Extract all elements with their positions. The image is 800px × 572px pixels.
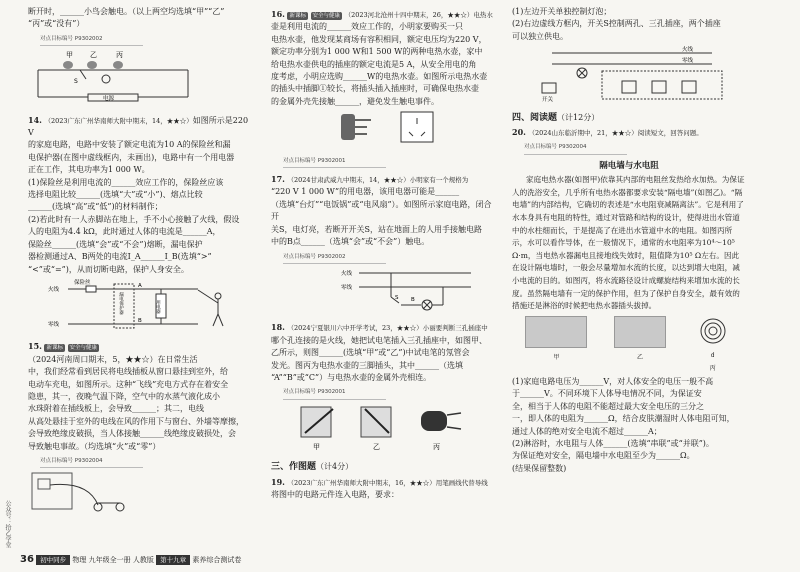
- text-line: 隐患，其一，夜晚气温下降，空气中的水蒸气液化成小: [28, 391, 220, 401]
- text-line: 额定功率分别为1 000 W和1 500 W的两种电热水壶，家中: [271, 47, 483, 57]
- text-line: (2)淋浴时，水电阻与人体______(选填“串联”或“并联”)。: [512, 439, 714, 449]
- text-line: （选填“台灯”“电饭锅”或“电风扇”）。如图所示家庭电路，闭合开: [271, 199, 492, 222]
- text-line: 的金属外壳先接触______，避免发生触电事件。: [271, 96, 439, 106]
- page-number: 36: [20, 554, 34, 565]
- text-line: 乙所示，则图______(选填“甲”或“乙”)中试电笔的氖管会: [271, 348, 470, 358]
- text-line: “A”“B”或“C”）与电热水壶的金属外壳相连。: [271, 372, 432, 382]
- neutral-wire-label: 零线: [341, 284, 353, 291]
- question-20: [512, 126, 746, 475]
- fuse-label: 保险丝: [74, 279, 91, 286]
- series-badge: 初中同步: [36, 555, 70, 565]
- text-line: “220 V 1 000 W”的用电器，该用电器可能是______: [271, 187, 460, 197]
- text-line: （2023广东广州华南师大附中期末，16，★★☆）用笔画线代替导线: [287, 478, 488, 487]
- passage-text: 家庭电热水器(如图甲)依靠其内部的电阻丝发热给水加热。为保证人的洗浴安全，几乎所有电热水器都要求安装“隔电墙”(如图乙)。“隔电墙”的内部结构，它确切的表述是“水电阻衰减隔离法”。它是利用了水本身具有电阻的特性，通过对管路和结构的设计，使得进出水管道中的水柱细而长，于是提高了在进出水管道中水的电阻。如图丙所示，水可以看作导体，在一般情况下，通常的水电阻率为10⁴～10⁵ Ω·m，当电热水器漏电且接地线失效时，阻值降为10⁵ Ω左右。因此在设计隔电墙时，一般会尽量增加水流的长度，以达到增大电阻，减小电流的目的。如图丙，将水流路径设计成螺旋结构来增加水流的长度。虽然隔电墙有一定的保护作用，但为了保护自身安全，最有效的措施还是淋浴的时候把电热水器插头拔掉。: [512, 175, 745, 311]
- tag-new-standard: 新课标: [289, 13, 306, 19]
- bird-label-a: 甲: [66, 51, 73, 60]
- photo-label: 乙: [636, 354, 643, 362]
- question-number: 19.: [271, 476, 285, 487]
- target-ref: 对点目标编号 P9302004: [40, 455, 143, 468]
- text-line: 电热水壶，他发现某商场有容积相同，额定电压均为220 V，: [271, 34, 487, 44]
- target-ref: 对点目标编号 P9302002: [40, 33, 143, 46]
- text-line: (2)若此时有一人赤脚站在地上，手不小心接触了火线，假设: [28, 214, 240, 224]
- text-line: 水珠附着在插线板上，会导致______；其二，电线: [28, 404, 204, 414]
- text-line: 从高处悬挂于室外的电线在风的作用下与窗台、外墙等摩擦，: [28, 416, 244, 426]
- text-line: (1)左边开关单独控制灯泡；: [512, 7, 612, 16]
- column-right: [512, 6, 746, 475]
- text-line: 给电热水壶供电的插座的额定电流是5 A，从安全用电的角: [271, 59, 477, 69]
- text-line: 人的电阻为4.4 kΩ，此时通过人体的电流是______A，: [28, 227, 221, 237]
- text-line: (结果保留整数): [512, 463, 567, 473]
- text-line: 保险丝______(选填“会”或“不会”)熔断，漏电保护: [28, 239, 203, 249]
- photo-wall: [614, 316, 666, 375]
- text-line: 导致触电事故。（均选填“火”或“零”）: [28, 441, 161, 451]
- point-b-label: B: [411, 296, 415, 303]
- text-line: 壶是利用电流的______效应工作的，小明家要购买一只: [271, 22, 463, 32]
- switch-label: 开关: [542, 97, 554, 104]
- target-ref: 对点目标编号 P9302002: [283, 251, 386, 264]
- plug-socket-figure: [271, 108, 471, 148]
- text-line: “<”或“=”)，从而切断电路，保护人身安全。: [28, 264, 189, 274]
- question-number: 15.: [28, 341, 42, 352]
- bird-label-c: 丙: [116, 51, 123, 60]
- text-line: 的家庭电路，电路中安装了额定电流为10 A的保险丝和漏: [28, 140, 231, 150]
- page-footer: [20, 554, 780, 568]
- text-line: 的插头中插脚①较长，将插头插入插座时，可确保电热水壶: [271, 84, 479, 94]
- device-label: 用电器: [155, 299, 161, 314]
- point-a-label: A: [138, 282, 142, 289]
- text-line: 一，即人体的电阻为______Ω，结合皮肤潮湿时人体电阻可知，: [512, 414, 735, 424]
- text-line: 可以独立供电。: [512, 31, 568, 41]
- protector-label: 漏电保护器: [118, 291, 124, 315]
- question-number: 17.: [271, 174, 285, 185]
- neutral-wire-label: 零线: [48, 321, 60, 328]
- figure-label-c: 丙: [433, 442, 440, 451]
- figure-label-b: 乙: [373, 442, 380, 451]
- wiring-figure: [512, 43, 742, 103]
- text-line: “丙”或“没有”）: [28, 19, 85, 29]
- question-15: [28, 340, 254, 517]
- text-line: 哪个孔连接的是火线，她把试电笔插入三孔插座中，如图甲、: [271, 335, 487, 345]
- text-line: 断开时，______小鸟会触电。（以上两空均选填“甲”“乙”: [28, 7, 225, 16]
- text-line: 关S，电灯亮，若断开开关S，站在地面上的人用手接触电路: [271, 224, 482, 234]
- text-line: (1)保险丝是利用电流的______效应工作的，保险丝应该: [28, 177, 224, 187]
- passage-title: 隔电墙与水电阻: [599, 160, 659, 171]
- text-line: 正在工作，其电功率为1 000 W。: [28, 165, 150, 175]
- text-line: （2023河北沧州十四中期末，26，★★☆）电热水: [344, 11, 493, 19]
- column-left: [28, 6, 254, 518]
- text-line: 器检测通过A、B两处的电流I_A______I_B(选填“>”: [28, 252, 212, 262]
- target-ref: 对点目标编号 P9302001: [283, 155, 386, 168]
- figure-label-a: 甲: [313, 442, 320, 451]
- text-line: 于______V。不同环境下人体导电情况不同，为保证安: [512, 389, 702, 399]
- d-label: d: [710, 352, 715, 360]
- side-watermark: 公众号：拾乙学堂: [4, 500, 11, 548]
- question-number: 14.: [28, 114, 42, 125]
- text-line: 电保护器(在图中虚线框内，未画出)，电路中有一个用电器: [28, 152, 235, 162]
- question-18: [271, 321, 499, 457]
- switch-s-label: S: [395, 294, 399, 301]
- text-line: 为保证绝对安全，隔电墙中水电阻至少为______Ω。: [512, 451, 695, 461]
- text-line: 中的B点______（选填“会”或“不会”）触电。: [271, 237, 430, 247]
- tag-safety: 安全与健康: [69, 345, 98, 352]
- column-middle: [271, 6, 499, 501]
- test-pen-figure: [271, 403, 491, 453]
- neutral-wire-label: 零线: [682, 58, 694, 65]
- bird-label-b: 乙: [90, 51, 97, 60]
- text-line: （2024河南周口期末，5，★★☆）在日常生活: [28, 354, 198, 364]
- flying-wire-illustration: [28, 471, 148, 513]
- question-number: 16.: [271, 9, 285, 19]
- photo-label: 甲: [553, 354, 560, 362]
- unit-title: 素养综合测试卷: [192, 556, 242, 564]
- point-b-label: B: [138, 317, 142, 324]
- spiral-diagram: [693, 316, 733, 375]
- text-line: (1)家庭电路电压为______V，对人体安全的电压一般不高: [512, 377, 714, 386]
- switch-s-label: S: [74, 78, 78, 86]
- text-line: 将图中的电路元件连入电路，要求：: [271, 489, 399, 499]
- leakage-protector-figure: [28, 276, 248, 334]
- photo-heater: [525, 316, 587, 375]
- text-line: 选择电阻比较______(选填“大”或“小”)、熔点比较: [28, 190, 203, 200]
- question-16: [271, 8, 499, 171]
- section-heading-3: 三、作图题（计4分）: [271, 462, 354, 473]
- photo-row: [512, 316, 746, 375]
- text-line: 度考虑，小明应选购______W的电热水壶。如图所示电热水壶: [271, 72, 488, 82]
- power-label: 电源: [103, 96, 115, 103]
- section-heading-4: 四、阅读题（计12分）: [512, 112, 600, 123]
- grade: 九年级全一册: [88, 556, 131, 564]
- text-line: （2024宁夏银川六中开学考试，23，★★☆）小丽要判断三孔插座中: [287, 324, 488, 333]
- question-19: [271, 476, 499, 502]
- lamp-circuit-figure: [271, 267, 471, 315]
- edition: 人教版: [132, 556, 154, 564]
- birds-circuit-figure: [28, 49, 228, 107]
- text-line: 中，我们经常看到居民将电线插板从窗口悬挂到室外，给: [28, 367, 228, 377]
- text-line: 全，相当于人体的电阻不能超过最大安全电压的三分之: [512, 401, 704, 411]
- text-line: 会导致绝缘皮破损，当人体接触______线绝缘皮破损处，会: [28, 429, 236, 439]
- target-ref: 对点目标编号 P9302001: [283, 386, 386, 399]
- text-line: 发光。图丙为电热水壶的三脚插头，其中______（选填: [271, 360, 463, 370]
- photo-label: 丙: [709, 364, 716, 372]
- question-number: 20.: [512, 127, 526, 138]
- question-number: 18.: [271, 322, 285, 333]
- chapter-badge: 第十九章: [156, 555, 190, 565]
- question-17: [271, 173, 499, 319]
- question-source: （2023广东广州华南师大附中期末，14，★★☆）: [44, 116, 193, 125]
- question-14: [28, 114, 254, 339]
- text-line: （2024山东临沂期中，21，★★☆）阅读短文，回答问题。: [528, 129, 703, 138]
- text-line: 如图所示是220 V: [28, 115, 249, 138]
- subject: 物理: [72, 556, 87, 564]
- text-line: 通过人体的绝对安全电流不超过______A；: [512, 426, 662, 436]
- text-line: 电动车充电，如图所示。这种“飞线”充电方式存在着安全: [28, 379, 229, 389]
- live-wire-label: 火线: [341, 270, 353, 277]
- tag-new-standard: 新课标: [46, 345, 63, 352]
- text-line: (2)右边虚线方框内，开关S控制两孔、三孔插座，两个插座: [512, 19, 721, 29]
- target-ref: 对点目标编号 P9302004: [524, 141, 627, 154]
- live-wire-label: 火线: [682, 47, 694, 54]
- tag-safety: 安全与健康: [312, 13, 341, 19]
- text-line: ______(选填“高”或“低”)的材料制作；: [28, 202, 163, 212]
- text-line: （2024甘肃武威九中期末，14，★★☆）小明家有一个规格为: [287, 176, 469, 185]
- live-wire-label: 火线: [48, 286, 60, 293]
